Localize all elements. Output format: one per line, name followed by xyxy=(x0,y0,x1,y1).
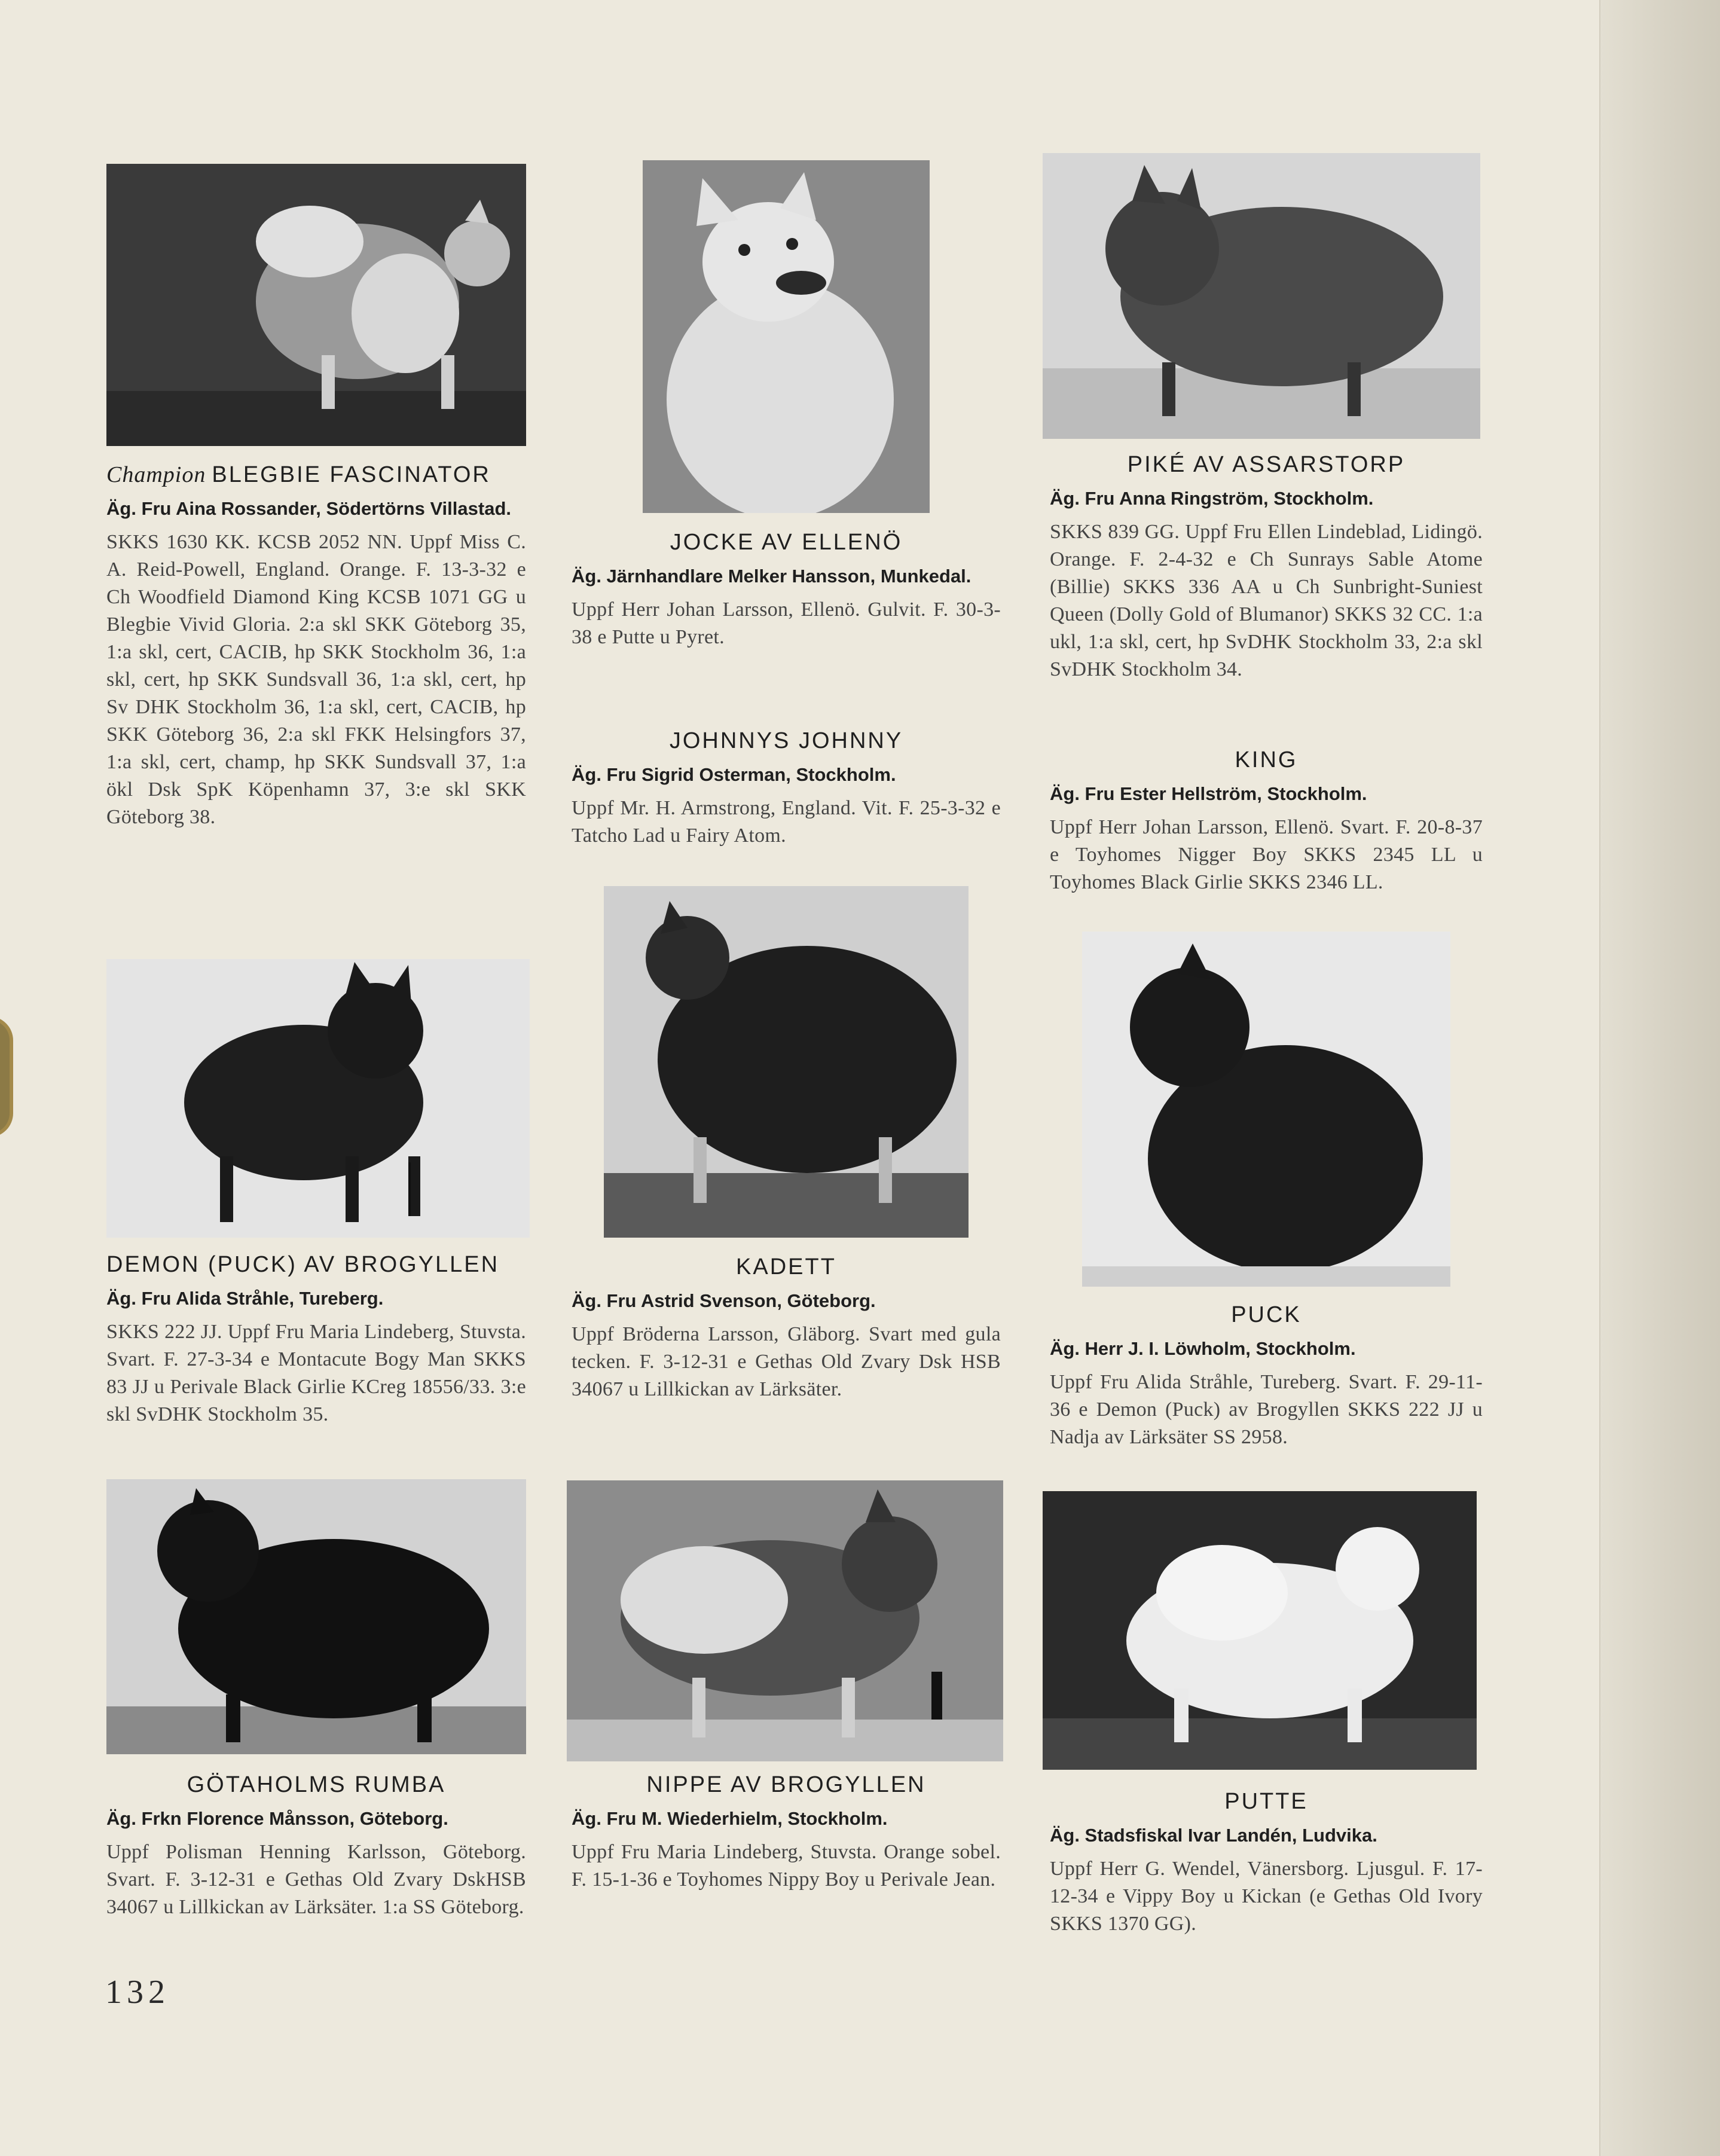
details: Uppf Fru Maria Lindeberg, Stuvsta. Orange sobel. F. 15-1-36 e Toyhomes Nippy Boy u Perivale Jean. xyxy=(572,1841,1001,1891)
photo-putte xyxy=(1043,1491,1477,1770)
page-edge xyxy=(1599,0,1720,2156)
details: Uppf Mr. H. Armstrong, England. Vit. F. 25-3-32 e Tatcho Lad u Fairy Atom. xyxy=(572,797,1001,847)
dog-name: JOHNNYS JOHNNY xyxy=(669,728,903,753)
dog-name: PUTTE xyxy=(1224,1789,1308,1814)
details: SKKS 222 JJ. Uppf Fru Maria Lindeberg, Stuvsta. Svart. F. 27-3-34 e Montacute Bogy Man SKKS 83 JJ u Perivale Black Girlie KCreg 18556/33. 3:e skl SvDHK Stockholm 35. xyxy=(106,1321,526,1425)
dog-name: JOCKE AV ELLENÖ xyxy=(670,530,903,555)
photo-jocke-av-ellenoe xyxy=(643,160,930,513)
dog-name-text: BLEGBIE FASCINATOR xyxy=(212,462,491,487)
entry-johnnys-johnny xyxy=(572,728,1001,850)
details: SKKS 1630 KK. KCSB 2052 NN. Uppf Miss C. A. Reid-Powell, England. Orange. F. 13-3-32 e Ch Woodfield Diamond King KCSB 1071 GG u Blegbie Vivid Gloria. 2:a skl SKK Göteborg 35, 1:a skl, cert, CACIB, hp SKK Stockholm 36, 1:a skl, cert, hp SKK Sundsvall 36, 1:a skl, cert, hp Sv DHK Stockholm 36, 1:a skl, cert, CACIB, hp SKK Göteborg 36, 2:a skl FKK Helsingfors 37, 1:a skl, cert, champ, hp SKK Sundsvall 37, 1:a ökl Dsk SpK Köpenhamn 37, 3:e skl SKK Göteborg 38. xyxy=(106,531,526,828)
entry-kadett xyxy=(572,1254,1001,1403)
dog-name: PIKÉ AV ASSARSTORP xyxy=(1127,452,1406,477)
title-prefix: Champion xyxy=(106,462,206,487)
entry-demon-puck-av-brogyllen xyxy=(106,1252,526,1428)
details: Uppf Herr G. Wendel, Vänersborg. Ljusgul. F. 17-12-34 e Vippy Boy u Kickan (e Gethas Old Ivory SKKS 1370 GG). xyxy=(1050,1858,1483,1935)
dog-name: DEMON (PUCK) AV BROGYLLEN xyxy=(106,1252,500,1277)
owner: Äg. Frkn Florence Månsson, Göteborg. xyxy=(106,1808,448,1829)
owner: Äg. Järnhandlare Melker Hansson, Munkedal. xyxy=(572,566,971,587)
dog-name xyxy=(106,462,526,488)
entry-blegbie-fascinator xyxy=(106,462,526,831)
owner: Äg. Fru Ester Hellström, Stockholm. xyxy=(1050,783,1367,804)
photo-pike-av-assarstorp xyxy=(1043,153,1480,439)
dog-name: KADETT xyxy=(736,1254,836,1279)
dog-name: PUCK xyxy=(1231,1302,1302,1327)
photo-kadett xyxy=(604,886,969,1238)
photo-nippe-av-brogyllen xyxy=(567,1480,1003,1761)
photo-demon-puck-av-brogyllen xyxy=(106,959,530,1238)
details: Uppf Polisman Henning Karlsson, Göteborg. Svart. F. 3-12-31 e Gethas Old Zvary DskHSB 34067 u Lillkickan av Lärksäter. 1:a SS Göteborg. xyxy=(106,1841,526,1918)
photo-goetaholms-rumba xyxy=(106,1479,526,1754)
photo-blegbie-fascinator xyxy=(106,164,526,446)
owner: Äg. Fru M. Wiederhielm, Stockholm. xyxy=(572,1808,888,1829)
page-number: 132 xyxy=(105,1974,170,2011)
owner: Äg. Herr J. I. Löwholm, Stockholm. xyxy=(1050,1338,1356,1359)
owner: Äg. Fru Sigrid Osterman, Stockholm. xyxy=(572,764,896,785)
owner: Äg. Stadsfiskal Ivar Landén, Ludvika. xyxy=(1050,1825,1377,1846)
entry-putte xyxy=(1050,1789,1483,1938)
entry-goetaholms-rumba xyxy=(106,1772,526,1921)
entry-jocke-av-ellenoe xyxy=(572,530,1001,651)
details: Uppf Herr Johan Larsson, Ellenö. Gulvit. F. 30-3-38 e Putte u Pyret. xyxy=(572,598,1001,648)
details: Uppf Fru Alida Stråhle, Tureberg. Svart. F. 29-11-36 e Demon (Puck) av Brogyllen SKKS 222 JJ u Nadja av Lärksäter SS 2958. xyxy=(1050,1371,1483,1448)
entry-pike-av-assarstorp xyxy=(1050,452,1483,683)
owner: Äg. Fru Alida Stråhle, Tureberg. xyxy=(106,1288,384,1309)
owner: Äg. Fru Anna Ringström, Stockholm. xyxy=(1050,488,1374,509)
entry-puck xyxy=(1050,1302,1483,1451)
details: Uppf Bröderna Larsson, Gläborg. Svart med gula tecken. F. 3-12-31 e Gethas Old Zvary Dsk HSB 34067 u Lillkickan av Lärksäter. xyxy=(572,1323,1001,1400)
dog-name: NIPPE AV BROGYLLEN xyxy=(646,1772,926,1797)
dog-name: GÖTAHOLMS RUMBA xyxy=(187,1772,446,1797)
owner: Äg. Fru Aina Rossander, Södertörns Villastad. xyxy=(106,498,511,519)
entry-king xyxy=(1050,747,1483,896)
binder-ring xyxy=(0,1016,13,1137)
photo-puck xyxy=(1082,932,1450,1287)
entry-nippe-av-brogyllen xyxy=(572,1772,1001,1894)
dog-name: KING xyxy=(1235,747,1298,772)
details: Uppf Herr Johan Larsson, Ellenö. Svart. F. 20-8-37 e Toyhomes Nigger Boy SKKS 2345 LL u Toyhomes Black Girlie SKKS 2346 LL. xyxy=(1050,816,1483,893)
details: SKKS 839 GG. Uppf Fru Ellen Lindeblad, Lidingö. Orange. F. 2-4-32 e Ch Sunrays Sable Atome (Billie) SKKS 336 AA u Ch Sunbright-Suniest Queen (Dolly Gold of Blumanor) SKKS 32 CC. 1:a ukl, 1:a skl, cert, hp SvDHK Stockholm 33, 2:a skl SvDHK Stockholm 34. xyxy=(1050,521,1483,680)
owner: Äg. Fru Astrid Svenson, Göteborg. xyxy=(572,1290,876,1311)
